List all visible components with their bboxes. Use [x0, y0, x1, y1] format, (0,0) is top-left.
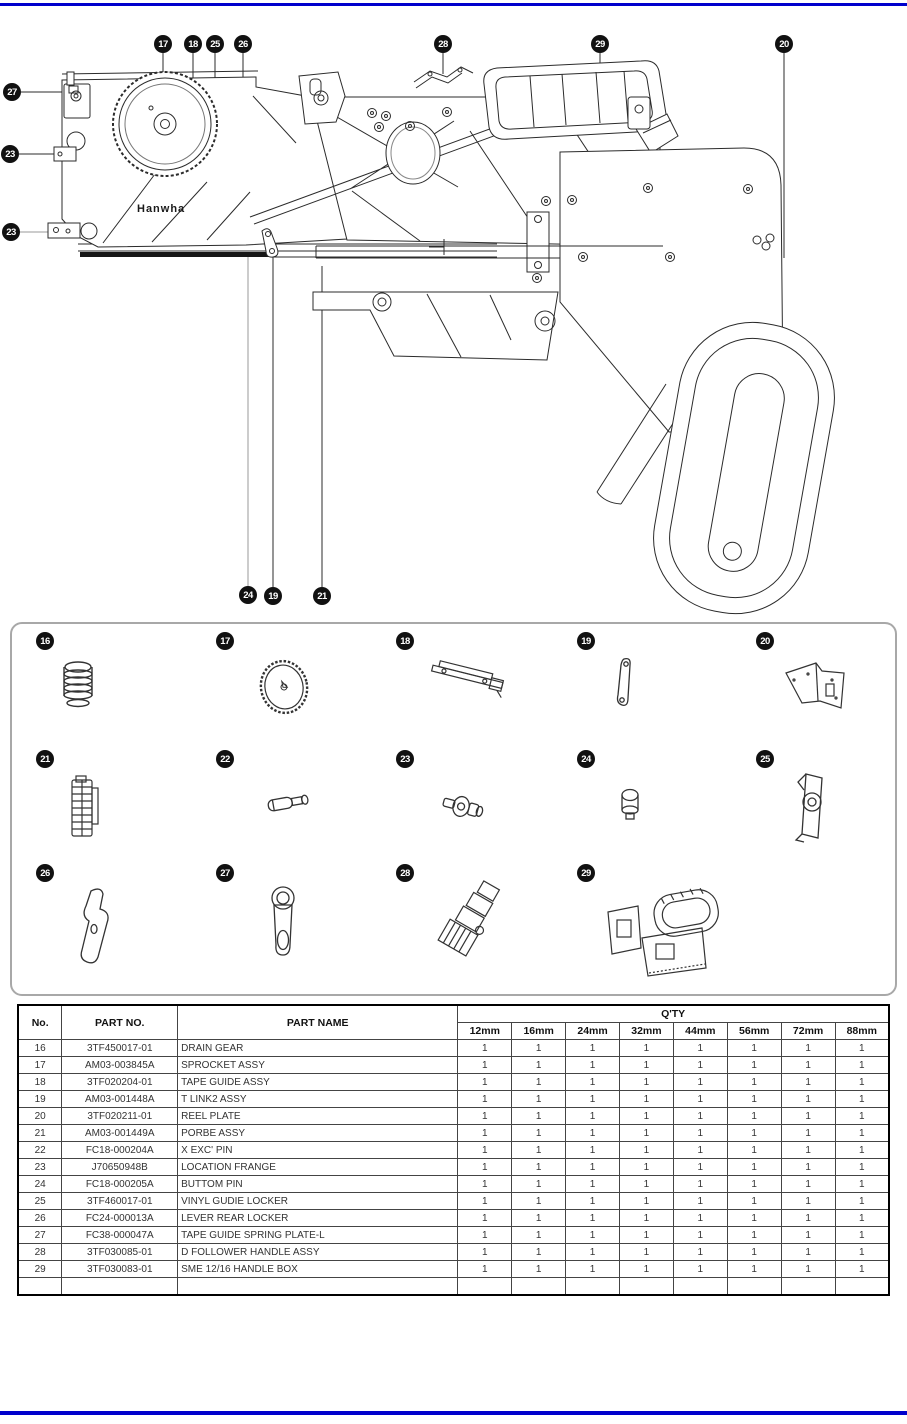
- callout-21: 21: [313, 587, 331, 605]
- cell-qty: 1: [458, 1244, 512, 1261]
- cell-part-name: TAPE GUIDE SPRING PLATE-L: [178, 1227, 458, 1244]
- cell-no: 29: [18, 1261, 62, 1278]
- cell-qty: 1: [727, 1176, 781, 1193]
- callout-24: 24: [239, 586, 257, 604]
- cell-part-no: FC18-000204A: [62, 1142, 178, 1159]
- cell-qty: 1: [781, 1176, 835, 1193]
- cell-empty: [178, 1278, 458, 1296]
- cell-qty: 1: [458, 1261, 512, 1278]
- table-row: [18, 1193, 889, 1210]
- cell-part-name: LEVER REAR LOCKER: [178, 1210, 458, 1227]
- cell-qty: 1: [673, 1108, 727, 1125]
- reel-plate-icon: [784, 658, 850, 716]
- cell-qty: 1: [781, 1125, 835, 1142]
- cell-qty: 1: [619, 1057, 673, 1074]
- cell-qty: 1: [727, 1091, 781, 1108]
- cell-part-no: FC38-000047A: [62, 1227, 178, 1244]
- cell-qty: 1: [619, 1125, 673, 1142]
- header-size-72mm: 72mm: [781, 1023, 835, 1040]
- follower-handle-icon: [427, 876, 511, 968]
- cell-empty: [781, 1278, 835, 1296]
- cell-qty: 1: [512, 1091, 566, 1108]
- cell-qty: 1: [835, 1261, 889, 1278]
- cell-qty: 1: [512, 1074, 566, 1091]
- cell-qty: 1: [673, 1176, 727, 1193]
- cell-qty: 1: [512, 1159, 566, 1176]
- cell-qty: 1: [781, 1040, 835, 1057]
- table-empty-row: [18, 1278, 889, 1296]
- header-size-16mm: 16mm: [512, 1023, 566, 1040]
- callout-23a: 23: [1, 145, 19, 163]
- cell-qty: 1: [458, 1074, 512, 1091]
- grid-callout-25: 25: [756, 750, 774, 768]
- cell-qty: 1: [512, 1108, 566, 1125]
- cell-qty: 1: [512, 1125, 566, 1142]
- cell-part-no: FC24-000013A: [62, 1210, 178, 1227]
- callout-18: 18: [184, 35, 202, 53]
- callout-20: 20: [775, 35, 793, 53]
- cell-qty: 1: [727, 1057, 781, 1074]
- cell-qty: 1: [781, 1057, 835, 1074]
- cell-qty: 1: [835, 1091, 889, 1108]
- table-row: [18, 1057, 889, 1074]
- cell-empty: [18, 1278, 62, 1296]
- table-row: [18, 1074, 889, 1091]
- cell-part-no: 3TF020211-01: [62, 1108, 178, 1125]
- grid-callout-20: 20: [756, 632, 774, 650]
- cell-qty: 1: [619, 1210, 673, 1227]
- cell-no: 18: [18, 1074, 62, 1091]
- cell-qty: 1: [781, 1227, 835, 1244]
- cell-qty: 1: [512, 1142, 566, 1159]
- cell-qty: 1: [458, 1142, 512, 1159]
- cell-qty: 1: [566, 1142, 620, 1159]
- cell-qty: 1: [781, 1210, 835, 1227]
- buttom-pin-icon: [617, 786, 643, 822]
- table-row: [18, 1176, 889, 1193]
- table-row: [18, 1210, 889, 1227]
- table-row: [18, 1091, 889, 1108]
- header-size-44mm: 44mm: [673, 1023, 727, 1040]
- cell-part-name: T LINK2 ASSY: [178, 1091, 458, 1108]
- cell-qty: 1: [458, 1108, 512, 1125]
- cell-qty: 1: [458, 1193, 512, 1210]
- cell-qty: 1: [619, 1108, 673, 1125]
- header-size-32mm: 32mm: [619, 1023, 673, 1040]
- cell-qty: 1: [781, 1159, 835, 1176]
- grid-callout-22: 22: [216, 750, 234, 768]
- cell-qty: 1: [619, 1176, 673, 1193]
- table-row: [18, 1261, 889, 1278]
- cell-no: 19: [18, 1091, 62, 1108]
- grid-callout-17: 17: [216, 632, 234, 650]
- cell-qty: 1: [727, 1193, 781, 1210]
- cell-qty: 1: [512, 1261, 566, 1278]
- cell-no: 17: [18, 1057, 62, 1074]
- header-size-88mm: 88mm: [835, 1023, 889, 1040]
- cell-qty: 1: [619, 1261, 673, 1278]
- cell-part-no: AM03-001448A: [62, 1091, 178, 1108]
- cell-qty: 1: [673, 1142, 727, 1159]
- cell-qty: 1: [512, 1210, 566, 1227]
- table-row: [18, 1244, 889, 1261]
- cell-qty: 1: [727, 1040, 781, 1057]
- cell-qty: 1: [619, 1074, 673, 1091]
- cell-qty: 1: [458, 1125, 512, 1142]
- callout-19: 19: [264, 587, 282, 605]
- grid-callout-27: 27: [216, 864, 234, 882]
- parts-table: [17, 1004, 890, 1296]
- parts-table-body: [18, 1040, 889, 1296]
- feeder-assembly-diagram: [0, 0, 907, 620]
- cell-qty: 1: [458, 1091, 512, 1108]
- cell-qty: 1: [566, 1057, 620, 1074]
- cell-qty: 1: [727, 1244, 781, 1261]
- exc-pin-icon: [266, 788, 312, 818]
- cell-qty: 1: [566, 1176, 620, 1193]
- callout-26: 26: [234, 35, 252, 53]
- cell-empty: [566, 1278, 620, 1296]
- callout-28: 28: [434, 35, 452, 53]
- cell-qty: 1: [835, 1108, 889, 1125]
- cell-qty: 1: [835, 1227, 889, 1244]
- cell-qty: 1: [512, 1227, 566, 1244]
- cell-qty: 1: [835, 1125, 889, 1142]
- cell-qty: 1: [458, 1159, 512, 1176]
- cell-qty: 1: [458, 1040, 512, 1057]
- table-row: [18, 1159, 889, 1176]
- cell-qty: 1: [566, 1227, 620, 1244]
- table-row: [18, 1108, 889, 1125]
- cell-part-name: DRAIN GEAR: [178, 1040, 458, 1057]
- cell-part-name: PORBE ASSY: [178, 1125, 458, 1142]
- cell-qty: 1: [566, 1159, 620, 1176]
- cell-part-name: VINYL GUDIE LOCKER: [178, 1193, 458, 1210]
- cell-part-name: SPROCKET ASSY: [178, 1057, 458, 1074]
- cell-qty: 1: [727, 1074, 781, 1091]
- cell-qty: 1: [512, 1193, 566, 1210]
- cell-empty: [512, 1278, 566, 1296]
- cell-qty: 1: [673, 1057, 727, 1074]
- header-part-name: PART NAME: [178, 1005, 458, 1040]
- grid-callout-29: 29: [577, 864, 595, 882]
- cell-qty: 1: [619, 1227, 673, 1244]
- cell-part-no: AM03-001449A: [62, 1125, 178, 1142]
- header-no: No.: [18, 1005, 62, 1040]
- location-frange-icon: [441, 788, 485, 826]
- cell-qty: 1: [673, 1210, 727, 1227]
- cell-no: 24: [18, 1176, 62, 1193]
- cell-qty: 1: [619, 1193, 673, 1210]
- cell-no: 16: [18, 1040, 62, 1057]
- cell-qty: 1: [458, 1057, 512, 1074]
- cell-qty: 1: [566, 1210, 620, 1227]
- cell-empty: [619, 1278, 673, 1296]
- callout-17: 17: [154, 35, 172, 53]
- cell-qty: 1: [727, 1108, 781, 1125]
- vinyl-locker-icon: [784, 768, 832, 848]
- grid-callout-23: 23: [396, 750, 414, 768]
- cell-qty: 1: [781, 1108, 835, 1125]
- cell-qty: 1: [781, 1142, 835, 1159]
- cell-qty: 1: [835, 1142, 889, 1159]
- cell-part-name: TAPE GUIDE ASSY: [178, 1074, 458, 1091]
- cell-qty: 1: [727, 1227, 781, 1244]
- cell-part-no: 3TF030085-01: [62, 1244, 178, 1261]
- grid-callout-21: 21: [36, 750, 54, 768]
- grid-callout-16: 16: [36, 632, 54, 650]
- cell-qty: 1: [673, 1159, 727, 1176]
- sprocket-icon: [256, 657, 312, 717]
- handle-box-icon: [604, 882, 724, 982]
- grid-callout-28: 28: [396, 864, 414, 882]
- cell-qty: 1: [673, 1125, 727, 1142]
- cell-qty: 1: [566, 1040, 620, 1057]
- cell-qty: 1: [566, 1261, 620, 1278]
- cell-qty: 1: [835, 1074, 889, 1091]
- cell-qty: 1: [673, 1040, 727, 1057]
- cell-qty: 1: [673, 1227, 727, 1244]
- cell-empty: [673, 1278, 727, 1296]
- cell-qty: 1: [673, 1074, 727, 1091]
- cell-qty: 1: [673, 1261, 727, 1278]
- cell-qty: 1: [512, 1244, 566, 1261]
- table-row: [18, 1227, 889, 1244]
- cell-qty: 1: [512, 1057, 566, 1074]
- cell-part-name: BUTTOM PIN: [178, 1176, 458, 1193]
- cell-empty: [62, 1278, 178, 1296]
- cell-qty: 1: [512, 1040, 566, 1057]
- table-row: [18, 1125, 889, 1142]
- cell-qty: 1: [727, 1125, 781, 1142]
- grid-callout-26: 26: [36, 864, 54, 882]
- cell-no: 28: [18, 1244, 62, 1261]
- cell-qty: 1: [673, 1244, 727, 1261]
- spring-plate-icon: [263, 883, 307, 969]
- cell-part-no: 3TF450017-01: [62, 1040, 178, 1057]
- cell-no: 21: [18, 1125, 62, 1142]
- cell-qty: 1: [458, 1176, 512, 1193]
- header-size-56mm: 56mm: [727, 1023, 781, 1040]
- cell-qty: 1: [835, 1210, 889, 1227]
- cell-qty: 1: [835, 1057, 889, 1074]
- table-row: [18, 1142, 889, 1159]
- cell-qty: 1: [566, 1193, 620, 1210]
- table-row: [18, 1040, 889, 1057]
- cell-qty: 1: [566, 1125, 620, 1142]
- header-size-24mm: 24mm: [566, 1023, 620, 1040]
- cell-no: 27: [18, 1227, 62, 1244]
- cell-qty: 1: [727, 1142, 781, 1159]
- cell-qty: 1: [458, 1210, 512, 1227]
- cell-part-no: 3TF460017-01: [62, 1193, 178, 1210]
- brand-text: Hanwha: [137, 203, 186, 215]
- cell-qty: 1: [619, 1159, 673, 1176]
- t-link-icon: [613, 656, 643, 716]
- cell-no: 23: [18, 1159, 62, 1176]
- lever-locker-icon: [73, 885, 121, 969]
- drain-gear-icon: [57, 660, 99, 718]
- cell-qty: 1: [781, 1261, 835, 1278]
- cell-no: 22: [18, 1142, 62, 1159]
- cell-qty: 1: [566, 1244, 620, 1261]
- cell-qty: 1: [781, 1193, 835, 1210]
- callout-23b: 23: [2, 223, 20, 241]
- cell-qty: 1: [781, 1244, 835, 1261]
- cell-qty: 1: [512, 1176, 566, 1193]
- header-qty: Q'TY: [458, 1005, 889, 1023]
- cell-qty: 1: [835, 1244, 889, 1261]
- cell-qty: 1: [727, 1261, 781, 1278]
- cell-part-no: FC18-000205A: [62, 1176, 178, 1193]
- cell-qty: 1: [566, 1108, 620, 1125]
- header-size-12mm: 12mm: [458, 1023, 512, 1040]
- cell-part-name: X EXC' PIN: [178, 1142, 458, 1159]
- callout-29: 29: [591, 35, 609, 53]
- cell-qty: 1: [566, 1091, 620, 1108]
- cell-part-no: AM03-003845A: [62, 1057, 178, 1074]
- cell-part-no: J70650948B: [62, 1159, 178, 1176]
- callout-27: 27: [3, 83, 21, 101]
- bottom-rule: [0, 1411, 907, 1415]
- cell-qty: 1: [781, 1074, 835, 1091]
- cell-qty: 1: [673, 1193, 727, 1210]
- cell-no: 20: [18, 1108, 62, 1125]
- cell-empty: [458, 1278, 512, 1296]
- cell-qty: 1: [835, 1193, 889, 1210]
- header-part-no: PART NO.: [62, 1005, 178, 1040]
- cell-part-no: 3TF020204-01: [62, 1074, 178, 1091]
- cell-empty: [835, 1278, 889, 1296]
- grid-callout-19: 19: [577, 632, 595, 650]
- cell-qty: 1: [727, 1159, 781, 1176]
- cell-qty: 1: [727, 1210, 781, 1227]
- cell-part-name: D FOLLOWER HANDLE ASSY: [178, 1244, 458, 1261]
- tape-guide-icon: [429, 656, 509, 712]
- grid-callout-24: 24: [577, 750, 595, 768]
- cell-qty: 1: [835, 1176, 889, 1193]
- cell-part-name: REEL PLATE: [178, 1108, 458, 1125]
- cell-qty: 1: [835, 1040, 889, 1057]
- cell-empty: [727, 1278, 781, 1296]
- table-header-row-1: [18, 1005, 889, 1023]
- cell-qty: 1: [835, 1159, 889, 1176]
- cell-qty: 1: [781, 1091, 835, 1108]
- cell-qty: 1: [458, 1227, 512, 1244]
- cell-qty: 1: [673, 1091, 727, 1108]
- cell-part-name: SME 12/16 HANDLE BOX: [178, 1261, 458, 1278]
- cell-no: 25: [18, 1193, 62, 1210]
- cell-qty: 1: [566, 1074, 620, 1091]
- grid-callout-18: 18: [396, 632, 414, 650]
- cell-part-name: LOCATION FRANGE: [178, 1159, 458, 1176]
- cell-qty: 1: [619, 1244, 673, 1261]
- cell-qty: 1: [619, 1142, 673, 1159]
- cell-qty: 1: [619, 1091, 673, 1108]
- cell-qty: 1: [619, 1040, 673, 1057]
- cell-no: 26: [18, 1210, 62, 1227]
- callout-25: 25: [206, 35, 224, 53]
- porbe-icon: [64, 774, 104, 844]
- cell-part-no: 3TF030083-01: [62, 1261, 178, 1278]
